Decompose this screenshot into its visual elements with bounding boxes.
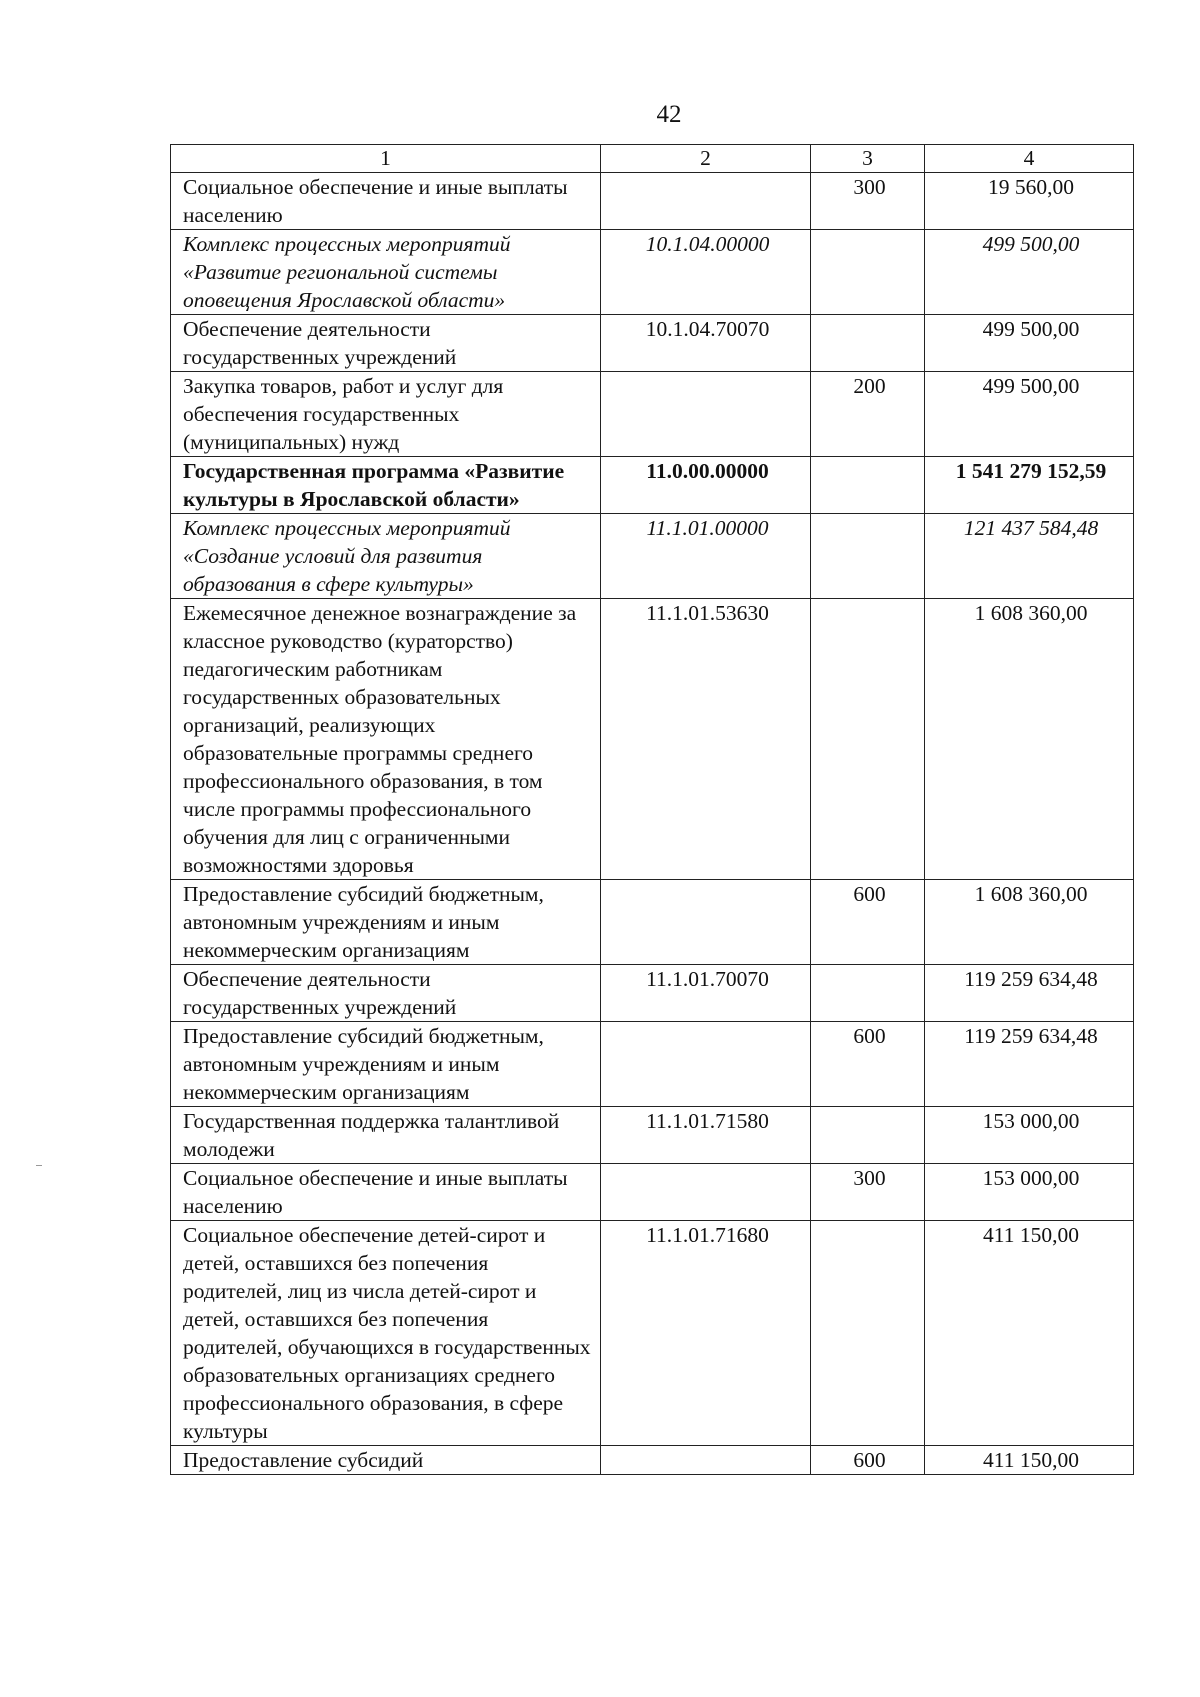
row-amount-cell: 121 437 584,48 (925, 514, 1134, 599)
row-name-cell: Государственная поддержка талантливой молодежи (171, 1107, 601, 1164)
table-row (171, 457, 1134, 514)
row-name-cell: Обеспечение деятельности государственных учреждений (171, 315, 601, 372)
table-row (171, 514, 1134, 599)
row-vr-cell (811, 1107, 925, 1164)
row-amount-cell: 411 150,00 (925, 1446, 1134, 1475)
row-code-cell (601, 1022, 811, 1107)
row-code-cell (601, 173, 811, 230)
row-amount-cell: 499 500,00 (925, 372, 1134, 457)
table-row (171, 1107, 1134, 1164)
row-name-cell: Обеспечение деятельности государственных учреждений (171, 965, 601, 1022)
row-code-cell: 11.0.00.00000 (601, 457, 811, 514)
row-name-cell: Предоставление субсидий бюджетным, автономным учреждениям и иным некоммерческим организациям (171, 1022, 601, 1107)
row-amount-cell: 1 608 360,00 (925, 599, 1134, 880)
row-code-cell: 11.1.01.00000 (601, 514, 811, 599)
row-amount-cell: 411 150,00 (925, 1221, 1134, 1446)
table-row (171, 372, 1134, 457)
header-col-4: 4 (925, 145, 1134, 173)
table-row (171, 173, 1134, 230)
budget-table (170, 144, 1134, 1475)
row-amount-cell: 499 500,00 (925, 230, 1134, 315)
row-amount-cell: 119 259 634,48 (925, 965, 1134, 1022)
table-row (171, 1164, 1134, 1221)
table-row (171, 1221, 1134, 1446)
row-code-cell: 11.1.01.71580 (601, 1107, 811, 1164)
page-number: 42 (656, 101, 682, 128)
row-vr-cell: 600 (811, 1446, 925, 1475)
row-amount-cell: 1 608 360,00 (925, 880, 1134, 965)
row-vr-cell: 600 (811, 1022, 925, 1107)
table-row (171, 965, 1134, 1022)
table-row (171, 230, 1134, 315)
row-code-cell: 11.1.01.70070 (601, 965, 811, 1022)
row-amount-cell: 1 541 279 152,59 (925, 457, 1134, 514)
row-vr-cell (811, 965, 925, 1022)
row-code-cell: 10.1.04.70070 (601, 315, 811, 372)
row-name-cell: Социальное обеспечение и иные выплаты населению (171, 173, 601, 230)
row-code-cell: 11.1.01.71680 (601, 1221, 811, 1446)
row-vr-cell (811, 230, 925, 315)
header-col-3: 3 (811, 145, 925, 173)
row-vr-cell: 300 (811, 173, 925, 230)
row-name-cell: Ежемесячное денежное вознаграждение за классное руководство (кураторство) педагогическим работникам государственных образовательных организаций, реализующих образовательные программы среднего профессионального образования, в том числе программы профессионального обучения для лиц с ограниченными возможностями здоровья (171, 599, 601, 880)
row-code-cell (601, 1446, 811, 1475)
table-body (171, 173, 1134, 1475)
row-vr-cell (811, 599, 925, 880)
row-amount-cell: 119 259 634,48 (925, 1022, 1134, 1107)
row-name-cell: Социальное обеспечение детей-сирот и детей, оставшихся без попечения родителей, лиц из числа детей-сирот и детей, оставшихся без попечения родителей, обучающихся в государственных образовательных организациях среднего профессионального образования, в сфере культуры (171, 1221, 601, 1446)
row-amount-cell: 19 560,00 (925, 173, 1134, 230)
row-name-cell: Закупка товаров, работ и услуг для обеспечения государственных (муниципальных) нужд (171, 372, 601, 457)
row-name-cell: Предоставление субсидий бюджетным, автономным учреждениям и иным некоммерческим организациям (171, 880, 601, 965)
row-vr-cell: 200 (811, 372, 925, 457)
row-vr-cell: 600 (811, 880, 925, 965)
row-code-cell: 11.1.01.53630 (601, 599, 811, 880)
row-name-cell: Предоставление субсидий (171, 1446, 601, 1475)
row-amount-cell: 153 000,00 (925, 1107, 1134, 1164)
row-name-cell: Комплекс процессных мероприятий «Создание условий для развития образования в сфере культуры» (171, 514, 601, 599)
row-amount-cell: 499 500,00 (925, 315, 1134, 372)
table-row (171, 880, 1134, 965)
row-code-cell (601, 372, 811, 457)
row-vr-cell (811, 1221, 925, 1446)
row-code-cell: 10.1.04.00000 (601, 230, 811, 315)
table-row (171, 1446, 1134, 1475)
header-col-1: 1 (171, 145, 601, 173)
row-name-cell: Социальное обеспечение и иные выплаты населению (171, 1164, 601, 1221)
row-code-cell (601, 880, 811, 965)
table-row (171, 315, 1134, 372)
row-vr-cell (811, 315, 925, 372)
row-name-cell: Комплекс процессных мероприятий «Развитие региональной системы оповещения Ярославской области» (171, 230, 601, 315)
scan-mark (36, 1165, 42, 1166)
table-row (171, 1022, 1134, 1107)
header-row (171, 145, 1134, 173)
row-name-cell: Государственная программа «Развитие культуры в Ярославской области» (171, 457, 601, 514)
header-col-2: 2 (601, 145, 811, 173)
table-row (171, 599, 1134, 880)
row-vr-cell (811, 514, 925, 599)
row-vr-cell: 300 (811, 1164, 925, 1221)
row-vr-cell (811, 457, 925, 514)
row-code-cell (601, 1164, 811, 1221)
row-amount-cell: 153 000,00 (925, 1164, 1134, 1221)
